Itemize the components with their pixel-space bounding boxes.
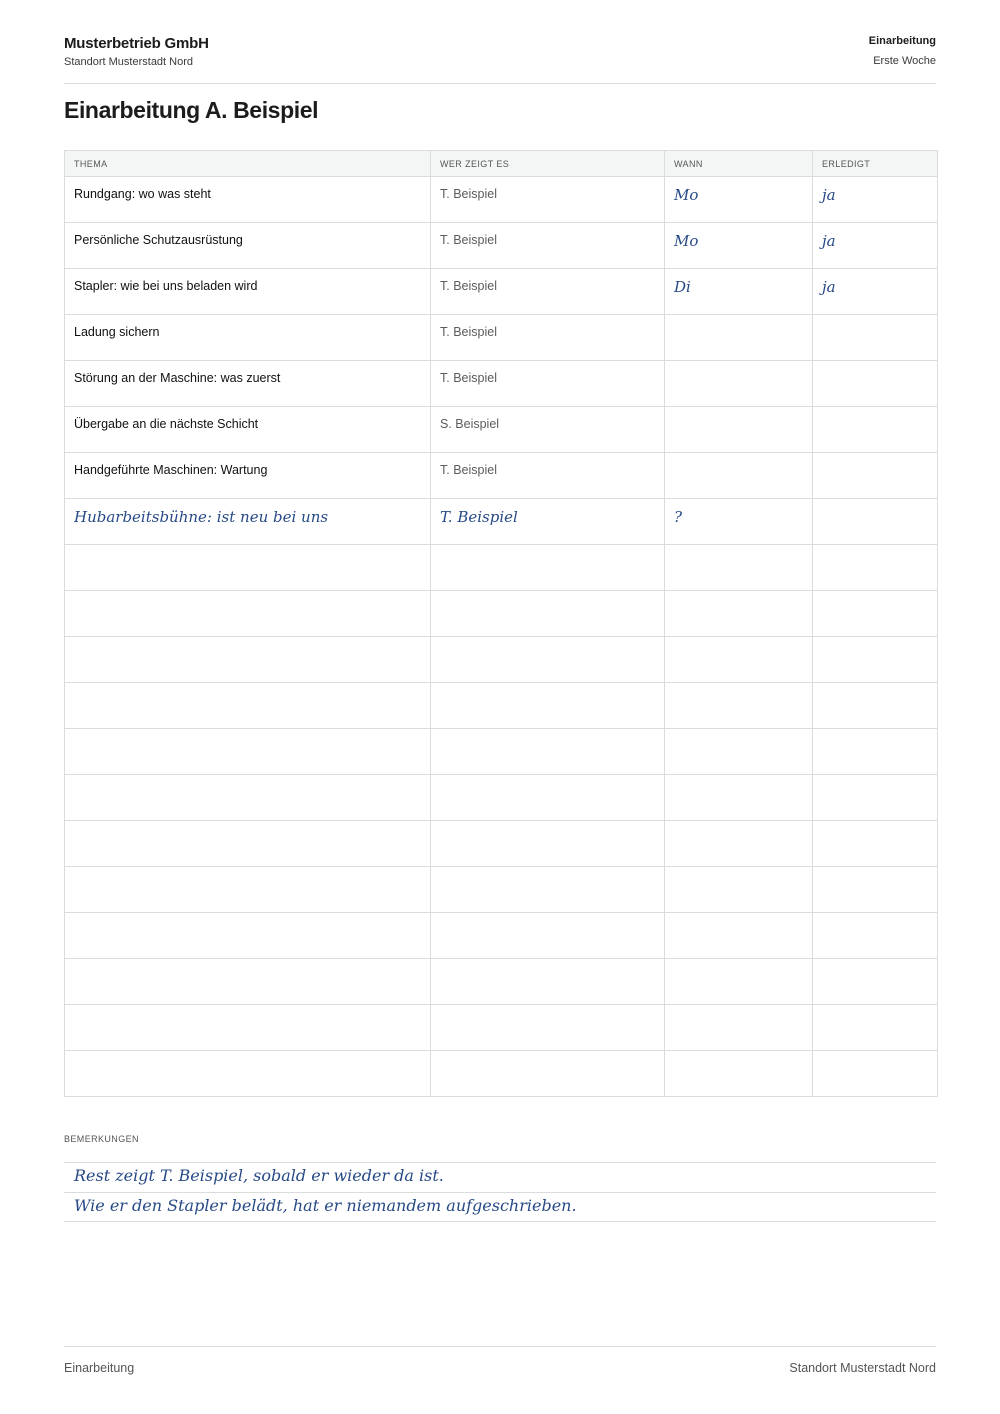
table-row bbox=[65, 867, 938, 913]
table-header-row bbox=[65, 151, 938, 177]
table-row bbox=[65, 821, 938, 867]
cell-wann bbox=[665, 729, 813, 775]
page-title: Einarbeitung A. Beispiel bbox=[64, 97, 319, 123]
document-type: Einarbeitung bbox=[868, 35, 936, 47]
remarks-label: BEMERKUNGEN bbox=[64, 1134, 139, 1144]
cell-erledigt bbox=[813, 637, 938, 683]
cell-wer bbox=[431, 223, 665, 269]
cell-wer bbox=[431, 959, 665, 1005]
table-row bbox=[65, 223, 938, 269]
cell-thema bbox=[65, 729, 431, 775]
cell-wer-text: T. Beispiel bbox=[440, 325, 497, 339]
cell-wer bbox=[431, 683, 665, 729]
page-footer bbox=[64, 1346, 936, 1375]
cell-thema-text: Stapler: wie bei uns beladen wird bbox=[74, 279, 258, 293]
cell-wann-text: Mo bbox=[674, 232, 699, 250]
table-row bbox=[65, 177, 938, 223]
cell-wer bbox=[431, 913, 665, 959]
cell-erledigt-text: ja bbox=[822, 278, 836, 296]
cell-erledigt bbox=[813, 1005, 938, 1051]
cell-wann bbox=[665, 269, 813, 315]
cell-erledigt bbox=[813, 821, 938, 867]
cell-wer bbox=[431, 821, 665, 867]
cell-erledigt bbox=[813, 499, 938, 545]
cell-wer bbox=[431, 1005, 665, 1051]
cell-thema bbox=[65, 591, 431, 637]
cell-thema-text: Hubarbeitsbühne: ist neu bei uns bbox=[74, 508, 329, 526]
cell-erledigt bbox=[813, 683, 938, 729]
table-row bbox=[65, 361, 938, 407]
cell-thema-text: Rundgang: wo was steht bbox=[74, 187, 211, 201]
cell-wann bbox=[665, 959, 813, 1005]
cell-wann bbox=[665, 545, 813, 591]
table-row bbox=[65, 913, 938, 959]
document-page bbox=[64, 0, 936, 1414]
cell-erledigt bbox=[813, 177, 938, 223]
column-header-wer: WER ZEIGT ES bbox=[431, 151, 665, 177]
cell-wann-text: Mo bbox=[674, 186, 699, 204]
cell-thema bbox=[65, 407, 431, 453]
cell-wer bbox=[431, 315, 665, 361]
cell-wann bbox=[665, 913, 813, 959]
cell-thema bbox=[65, 361, 431, 407]
cell-thema bbox=[65, 775, 431, 821]
cell-wer-text: T. Beispiel bbox=[440, 463, 497, 477]
cell-wer-text: T. Beispiel bbox=[440, 371, 497, 385]
table-row bbox=[65, 499, 938, 545]
cell-thema bbox=[65, 177, 431, 223]
cell-erledigt bbox=[813, 959, 938, 1005]
cell-erledigt-text: ja bbox=[822, 232, 836, 250]
cell-erledigt bbox=[813, 775, 938, 821]
cell-wer-text: T. Beispiel bbox=[440, 508, 518, 526]
cell-wann bbox=[665, 223, 813, 269]
cell-erledigt bbox=[813, 867, 938, 913]
cell-wer bbox=[431, 591, 665, 637]
cell-wann bbox=[665, 591, 813, 637]
cell-thema bbox=[65, 453, 431, 499]
cell-thema bbox=[65, 315, 431, 361]
cell-wer bbox=[431, 269, 665, 315]
cell-wann bbox=[665, 1051, 813, 1097]
cell-erledigt bbox=[813, 591, 938, 637]
cell-thema bbox=[65, 1005, 431, 1051]
column-header-wann: WANN bbox=[665, 151, 813, 177]
cell-wer bbox=[431, 407, 665, 453]
cell-wer-text: T. Beispiel bbox=[440, 233, 497, 247]
onboarding-table bbox=[64, 150, 938, 1097]
cell-thema-text: Handgeführte Maschinen: Wartung bbox=[74, 463, 268, 477]
table-row bbox=[65, 729, 938, 775]
cell-thema bbox=[65, 821, 431, 867]
cell-wann bbox=[665, 407, 813, 453]
cell-wer bbox=[431, 545, 665, 591]
cell-thema bbox=[65, 913, 431, 959]
cell-wann bbox=[665, 361, 813, 407]
cell-wer bbox=[431, 499, 665, 545]
cell-wann bbox=[665, 775, 813, 821]
table-row bbox=[65, 269, 938, 315]
cell-wann-text: ? bbox=[674, 508, 683, 526]
cell-erledigt bbox=[813, 913, 938, 959]
cell-wer bbox=[431, 1051, 665, 1097]
remark-line bbox=[64, 1192, 936, 1222]
cell-thema bbox=[65, 637, 431, 683]
cell-thema-text: Ladung sichern bbox=[74, 325, 160, 339]
column-header-erledigt: ERLEDIGT bbox=[813, 151, 938, 177]
table-row bbox=[65, 1051, 938, 1097]
cell-wer-text: T. Beispiel bbox=[440, 187, 497, 201]
cell-wer bbox=[431, 729, 665, 775]
cell-wann bbox=[665, 683, 813, 729]
cell-wann bbox=[665, 315, 813, 361]
cell-wer bbox=[431, 453, 665, 499]
cell-thema-text: Störung an der Maschine: was zuerst bbox=[74, 371, 281, 385]
footer-right: Standort Musterstadt Nord bbox=[789, 1361, 936, 1375]
cell-wann bbox=[665, 637, 813, 683]
cell-thema-text: Persönliche Schutzausrüstung bbox=[74, 233, 243, 247]
cell-thema bbox=[65, 499, 431, 545]
cell-wer bbox=[431, 867, 665, 913]
cell-wann bbox=[665, 453, 813, 499]
remark-text: Rest zeigt T. Beispiel, sobald er wieder da ist. bbox=[74, 1166, 444, 1185]
cell-wer-text: T. Beispiel bbox=[440, 279, 497, 293]
cell-wann bbox=[665, 177, 813, 223]
cell-thema bbox=[65, 269, 431, 315]
cell-thema-text: Übergabe an die nächste Schicht bbox=[74, 417, 259, 431]
cell-wer bbox=[431, 775, 665, 821]
cell-wann-text: Di bbox=[674, 278, 691, 296]
cell-thema bbox=[65, 959, 431, 1005]
cell-thema bbox=[65, 545, 431, 591]
cell-thema bbox=[65, 683, 431, 729]
table-row bbox=[65, 453, 938, 499]
document-subtitle: Erste Woche bbox=[873, 55, 936, 67]
cell-erledigt-text: ja bbox=[822, 186, 836, 204]
company-name: Musterbetrieb GmbH bbox=[64, 35, 209, 52]
cell-thema bbox=[65, 1051, 431, 1097]
table-row bbox=[65, 637, 938, 683]
table-row bbox=[65, 775, 938, 821]
cell-erledigt bbox=[813, 223, 938, 269]
cell-erledigt bbox=[813, 729, 938, 775]
cell-erledigt bbox=[813, 269, 938, 315]
table-row bbox=[65, 683, 938, 729]
table-body bbox=[65, 177, 938, 1097]
cell-erledigt bbox=[813, 361, 938, 407]
table-row bbox=[65, 315, 938, 361]
cell-wann bbox=[665, 821, 813, 867]
cell-wer bbox=[431, 637, 665, 683]
cell-wann bbox=[665, 867, 813, 913]
cell-erledigt bbox=[813, 1051, 938, 1097]
cell-wann bbox=[665, 499, 813, 545]
cell-erledigt bbox=[813, 545, 938, 591]
cell-erledigt bbox=[813, 453, 938, 499]
cell-erledigt bbox=[813, 407, 938, 453]
column-header-thema: THEMA bbox=[65, 151, 431, 177]
cell-thema bbox=[65, 223, 431, 269]
page-header bbox=[64, 35, 936, 84]
table-row bbox=[65, 545, 938, 591]
cell-erledigt bbox=[813, 315, 938, 361]
table-row bbox=[65, 591, 938, 637]
cell-thema bbox=[65, 867, 431, 913]
table-row bbox=[65, 959, 938, 1005]
cell-wer bbox=[431, 177, 665, 223]
remarks-divider bbox=[64, 1221, 936, 1222]
table-row bbox=[65, 407, 938, 453]
cell-wer-text: S. Beispiel bbox=[440, 417, 500, 431]
remark-line bbox=[64, 1162, 936, 1192]
remark-text: Wie er den Stapler belädt, hat er niemandem aufgeschrieben. bbox=[74, 1196, 577, 1215]
company-location: Standort Musterstadt Nord bbox=[64, 56, 194, 68]
footer-left: Einarbeitung bbox=[64, 1361, 135, 1375]
cell-wann bbox=[665, 1005, 813, 1051]
cell-wer bbox=[431, 361, 665, 407]
table-row bbox=[65, 1005, 938, 1051]
